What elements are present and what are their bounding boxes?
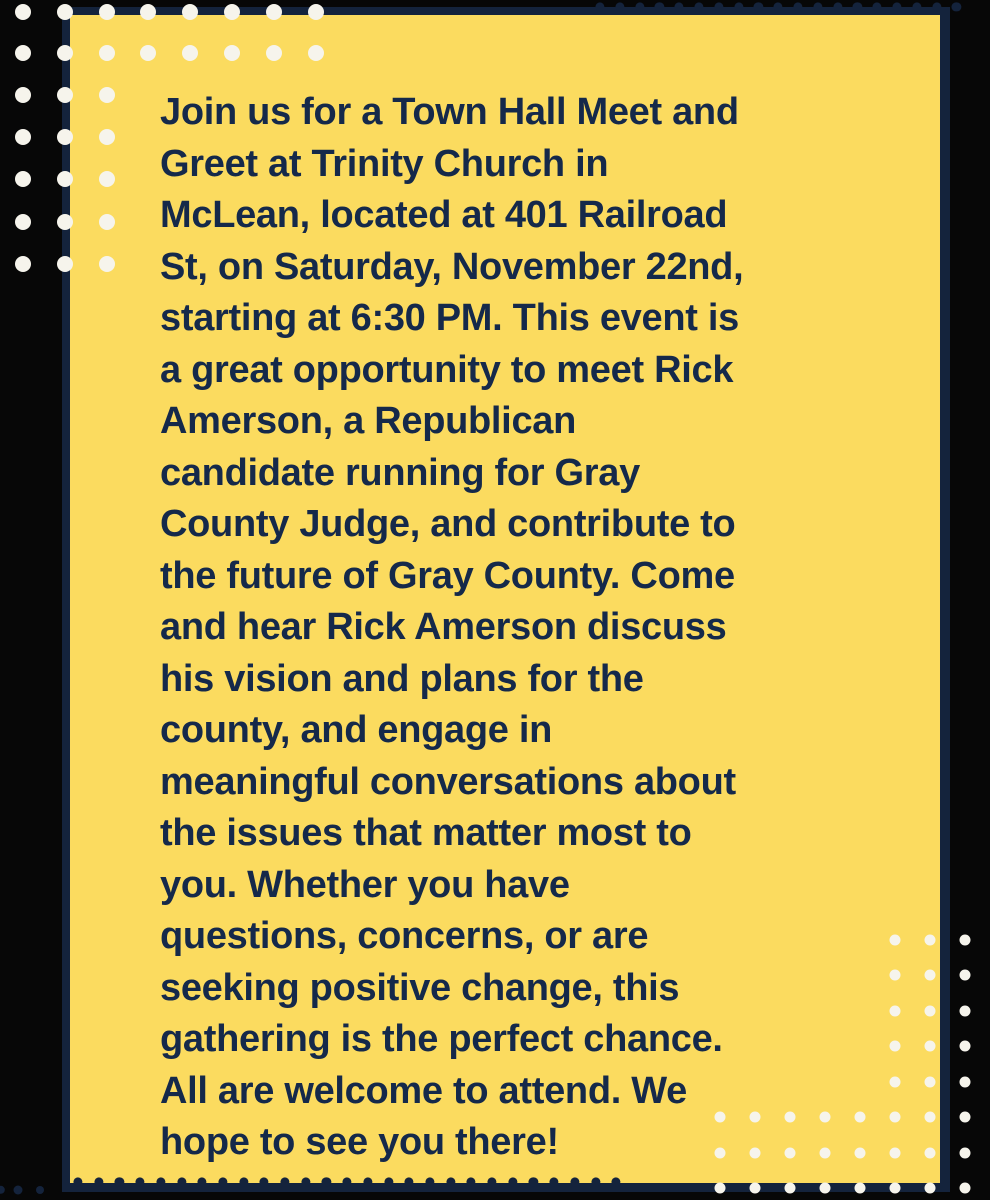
dot	[960, 1147, 971, 1158]
dot	[15, 4, 31, 20]
text-line: questions, concerns, or are	[160, 915, 649, 957]
event-description	[160, 87, 860, 1169]
dot	[960, 1005, 971, 1016]
text-line: meaningful conversations about	[160, 760, 736, 803]
dot	[36, 1186, 44, 1194]
text-line: Join us for a Town Hall Meet and	[160, 91, 739, 133]
text-line: County Judge, and contribute to	[160, 503, 736, 545]
text-line: county, and engage in	[160, 709, 553, 751]
dot	[0, 1186, 5, 1194]
dot	[960, 1112, 971, 1123]
event-card	[70, 15, 940, 1183]
dot	[15, 214, 31, 230]
dot	[15, 171, 31, 187]
text-line: Greet at Trinity Church in	[160, 142, 609, 185]
dot	[15, 45, 31, 61]
dot	[15, 129, 31, 145]
text-line: starting at 6:30 PM. This event is	[160, 297, 739, 339]
text-line: Amerson, a Republican	[160, 400, 577, 442]
dot	[960, 1076, 971, 1087]
text-line: hope to see you there!	[160, 1121, 559, 1163]
dot	[960, 1041, 971, 1052]
text-line: his vision and plans for the	[160, 657, 644, 700]
text-line: and hear Rick Amerson discuss	[160, 606, 727, 648]
text-line: you. Whether you have	[160, 863, 570, 906]
dot	[14, 1186, 23, 1195]
dot	[960, 1183, 971, 1194]
dot	[15, 256, 31, 272]
dot	[952, 2, 961, 11]
text-line: gathering is the perfect chance.	[160, 1018, 723, 1060]
text-line: the future of Gray County. Come	[160, 554, 735, 597]
text-line: the issues that matter most to	[160, 812, 692, 854]
dot	[15, 87, 31, 103]
text-line: St, on Saturday, November 22nd,	[160, 245, 744, 288]
text-line: seeking positive change, this	[160, 966, 680, 1009]
text-line: a great opportunity to meet Rick	[160, 348, 734, 391]
dot	[960, 935, 971, 946]
text-line: candidate running for Gray	[160, 451, 640, 494]
text-line: All are welcome to attend. We	[160, 1069, 687, 1112]
text-line: McLean, located at 401 Railroad	[160, 194, 728, 236]
dot	[960, 970, 971, 981]
